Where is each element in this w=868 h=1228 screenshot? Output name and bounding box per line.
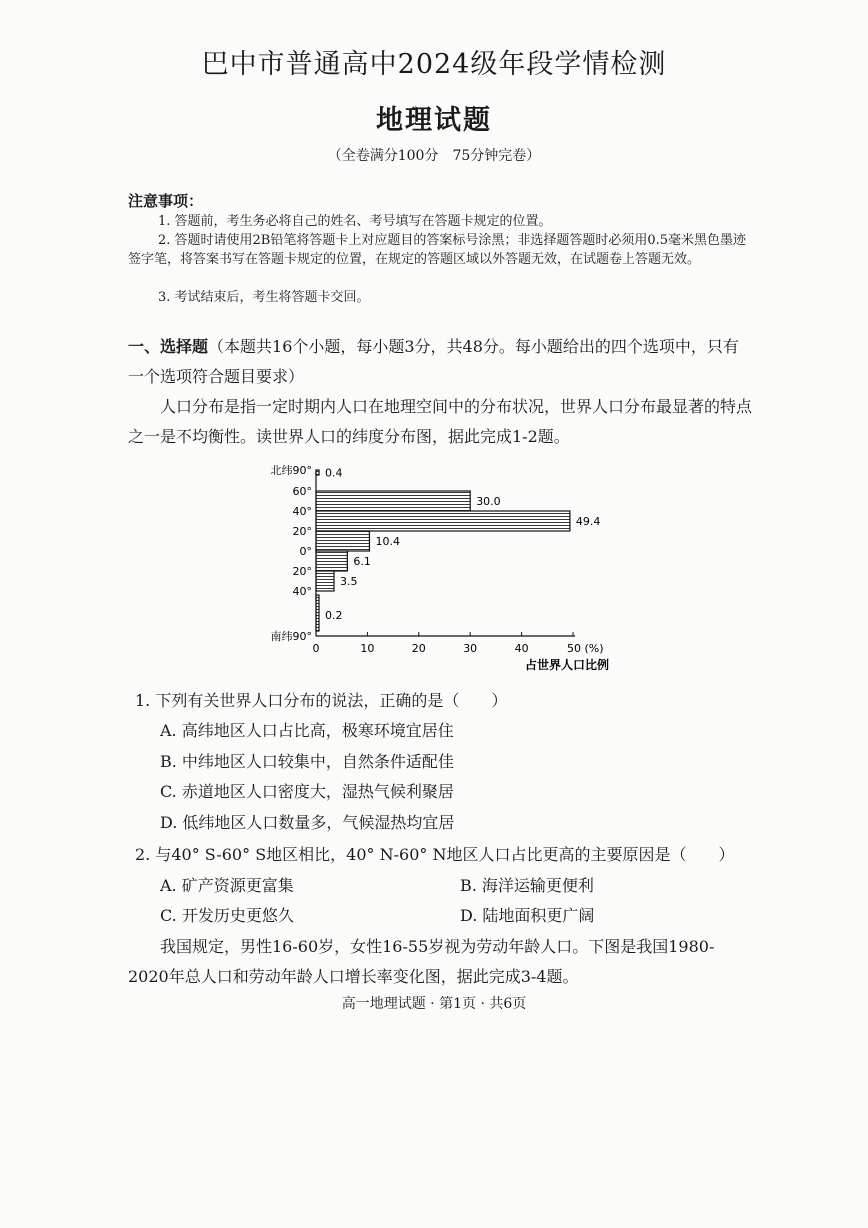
bar	[316, 491, 470, 511]
notes-heading: 注意事项：	[128, 192, 204, 210]
note-2: 2. 答题时请使用2B铅笔将答题卡上对应题目的答案标号涂黑；非选择题答题时必须用0.5毫米黑色墨迹签字笔，将答案书写在答题卡规定的位置，在规定的答题区域以外答题无效，在试题卷上答题无效。	[128, 233, 747, 267]
q1-option-b: B. 中纬地区人口较集中，自然条件适配佳	[160, 752, 454, 771]
bar-value-label: 30.0	[476, 495, 501, 508]
section-label: 一、选择题	[128, 337, 209, 356]
q1-option-c: C. 赤道地区人口密度大，湿热气候利聚居	[160, 782, 454, 801]
q1-option-d: D. 低纬地区人口数量多，气候湿热均宜居	[160, 813, 455, 832]
x-tick-label: 40	[514, 642, 529, 655]
intro-paragraph-2: 我国规定，男性16-60岁，女性16-55岁视为劳动年龄人口。下图是我国1980-2020年总人口和劳动年龄人口增长率变化图，据此完成3-4题。	[128, 937, 715, 986]
y-tick-label: 20°	[292, 565, 312, 578]
x-tick-label: 0	[312, 642, 320, 655]
q2-option-a: A. 矿产资源更富集	[160, 876, 294, 895]
q2-option-d: D. 陆地面积更广阔	[460, 906, 595, 925]
bar	[316, 531, 369, 551]
q2-option-c: C. 开发历史更悠久	[160, 906, 294, 925]
x-tick-label: 10	[360, 642, 375, 655]
bar	[316, 571, 334, 591]
y-tick-label: 南纬90°	[270, 630, 312, 643]
exam-meta: （全卷满分100分 75分钟完卷）	[327, 148, 541, 164]
bar-value-label: 6.1	[353, 555, 371, 568]
q2-option-b: B. 海洋运输更便利	[460, 876, 594, 895]
bar-value-label: 3.5	[339, 575, 358, 588]
x-axis-label: 占世界人口比例	[524, 658, 609, 672]
population-latitude-chart	[250, 455, 650, 685]
q2-stem: 2. 与40° S-60° S地区相比，40° N-60° N地区人口占比更高的主要原因是（ ）	[135, 845, 735, 864]
y-tick-label: 20°	[292, 525, 312, 538]
q1-stem: 1. 下列有关世界人口分布的说法，正确的是（ ）	[135, 691, 508, 710]
bar-value-label: 0.2	[325, 609, 343, 622]
y-tick-label: 60°	[292, 485, 312, 498]
x-tick-label: 30	[463, 642, 478, 655]
x-tick-label: 50 (%)	[567, 642, 604, 655]
y-tick-label: 0°	[299, 545, 312, 558]
q1-option-a: A. 高纬地区人口占比高，极寒环境宜居住	[160, 721, 454, 740]
y-tick-label: 北纬90°	[270, 464, 312, 477]
x-tick-label: 20	[411, 642, 426, 655]
bar	[316, 511, 570, 531]
y-tick-label: 40°	[292, 585, 312, 598]
section-desc: （本题共16个小题，每小题3分，共48分。每小题给出的四个选项中，只有一个选项符合题目要求）	[128, 337, 739, 386]
bar-value-label: 0.4	[325, 466, 343, 480]
subject-title: 地理试题	[376, 105, 492, 136]
note-1: 1. 答题前，考生务必将自己的姓名、考号填写在答题卡规定的位置。	[158, 214, 552, 229]
bar-value-label: 10.4	[375, 535, 400, 548]
section-heading	[128, 332, 753, 392]
bar	[316, 551, 347, 571]
exam-title: 巴中市普通高中2024级年段学情检测	[201, 49, 667, 80]
bar-value-label: 49.4	[575, 515, 601, 528]
intro-paragraph-1: 人口分布是指一定时期内人口在地理空间中的分布状况，世界人口分布最显著的特点之一是不均衡性。读世界人口的纬度分布图，据此完成1-2题。	[128, 397, 753, 446]
y-tick-label: 40°	[292, 505, 312, 518]
page-footer: 高一地理试题 · 第1页 · 共6页	[341, 996, 527, 1012]
note-3: 3. 考试结束后，考生将答题卡交回。	[158, 290, 370, 305]
